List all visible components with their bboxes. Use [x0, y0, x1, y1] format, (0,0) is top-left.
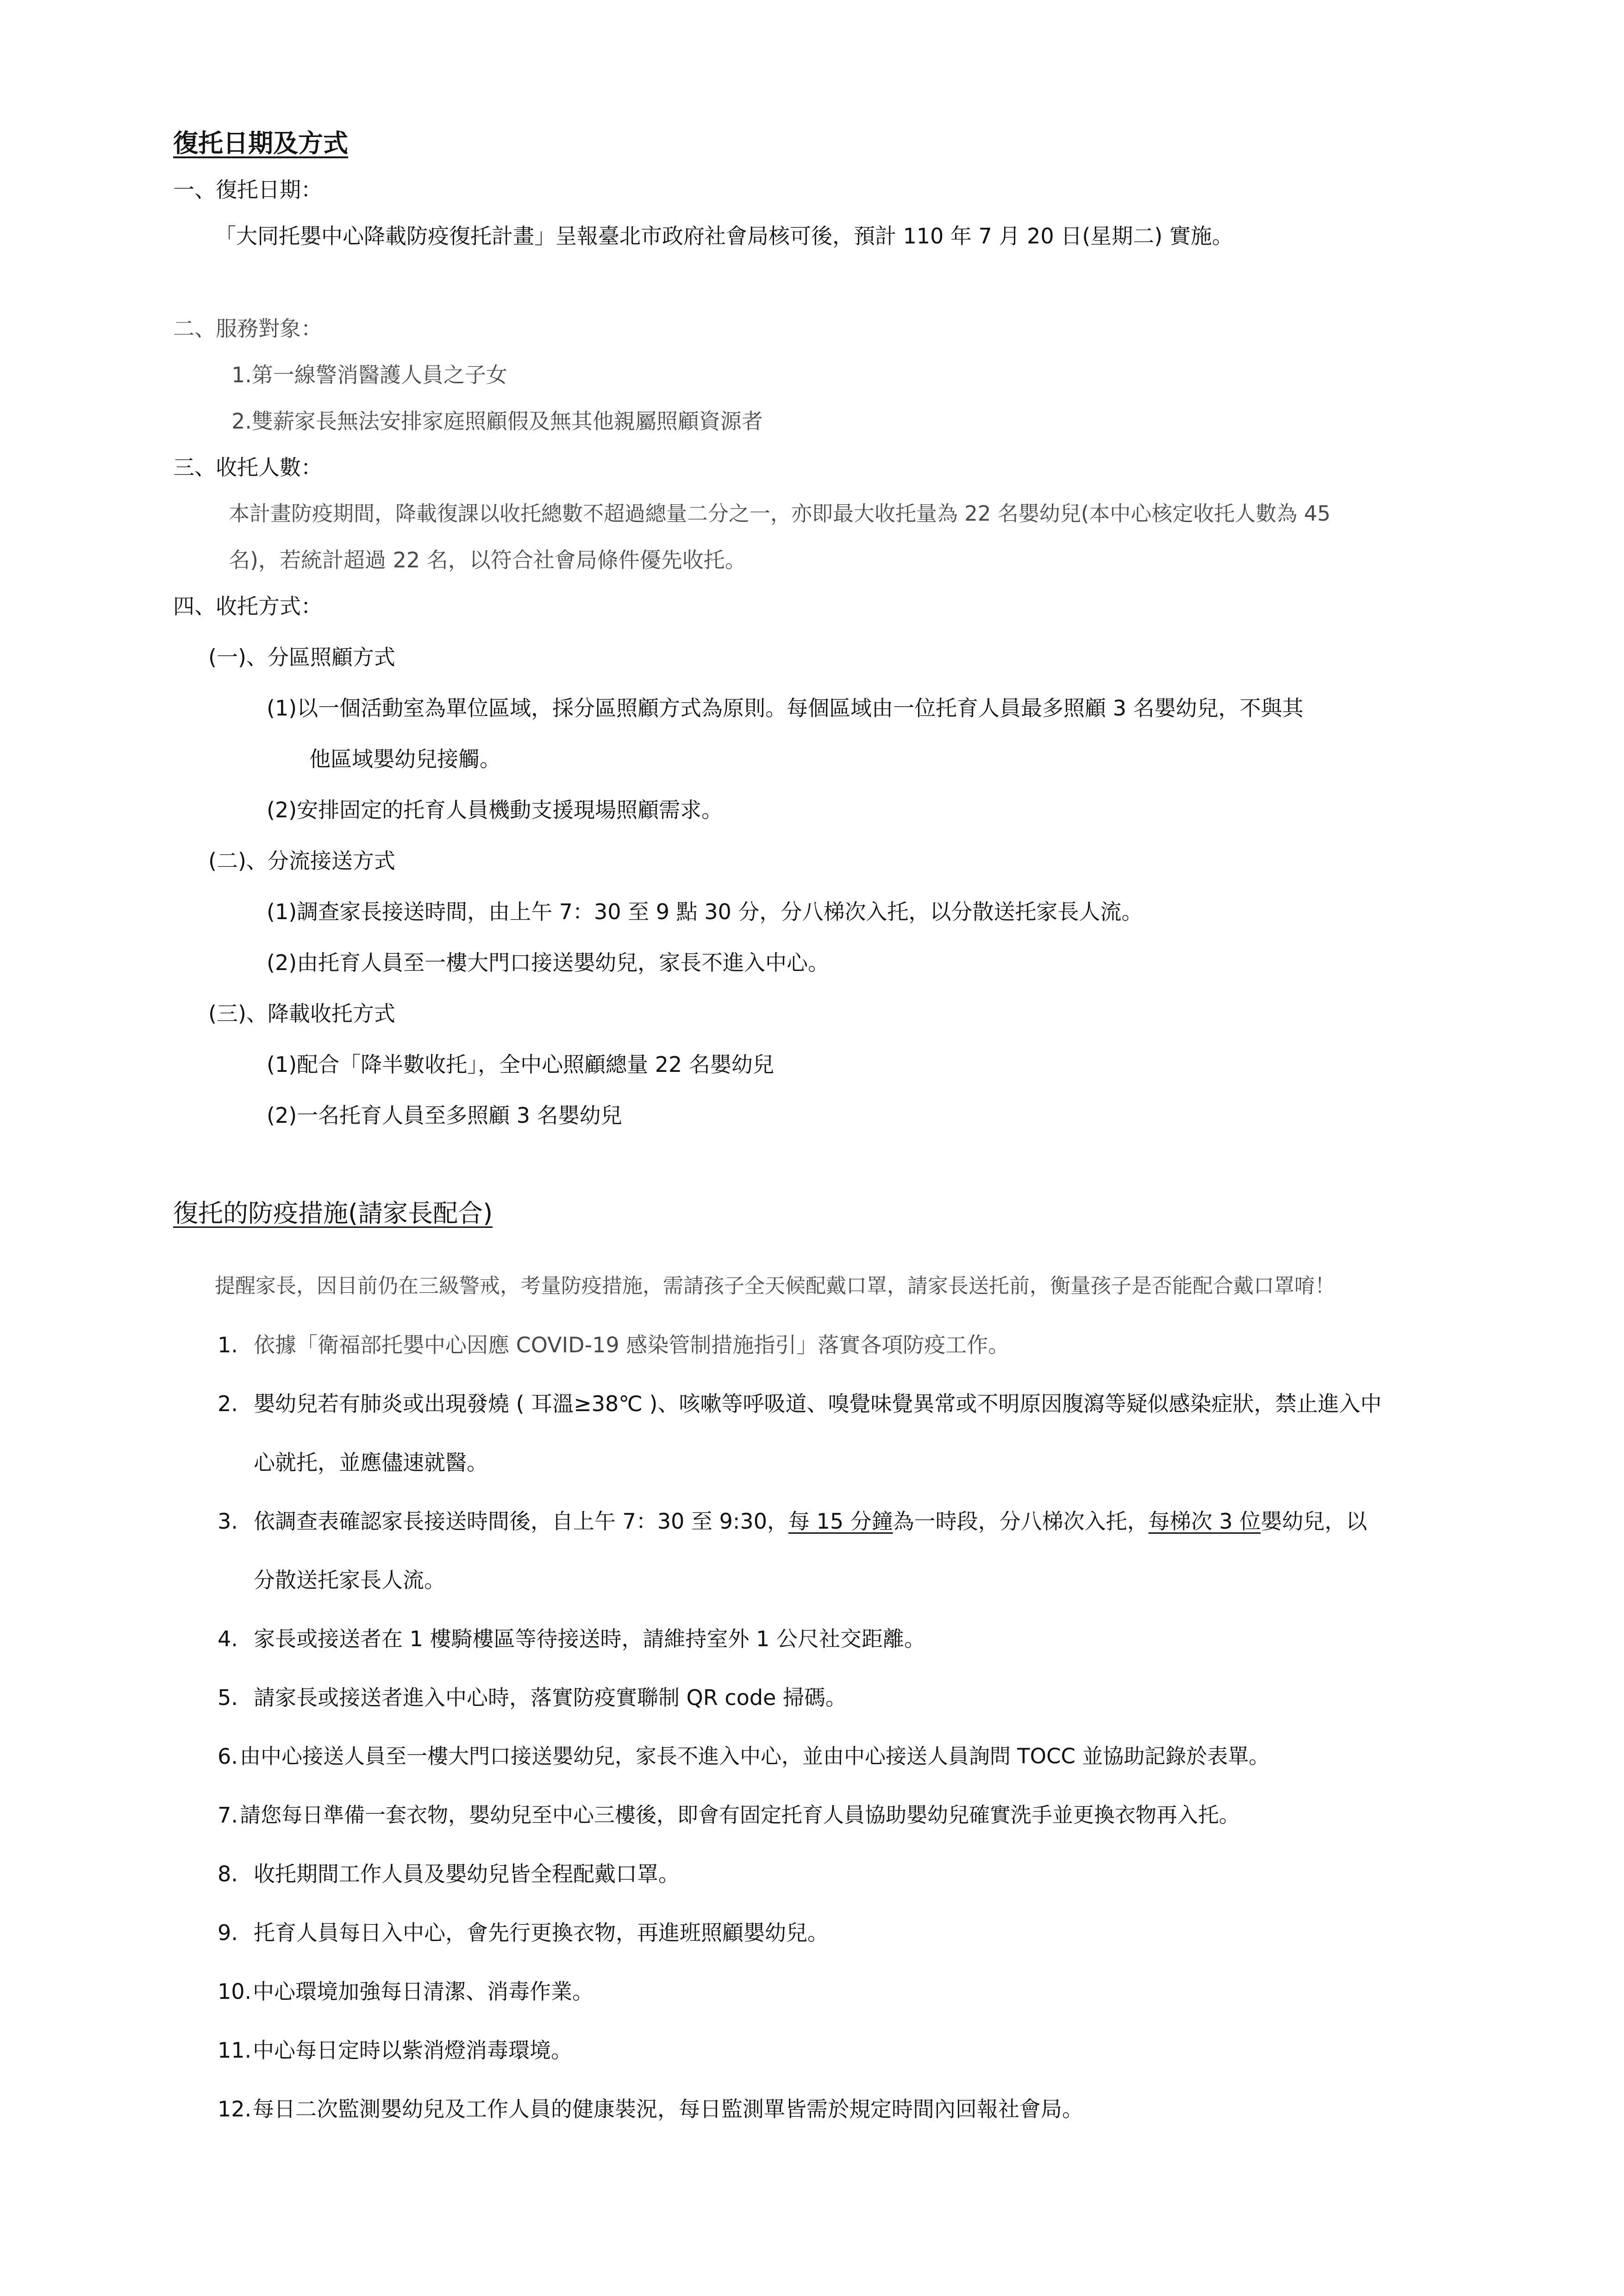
measure-9-text: 托育人員每日入中心，會先行更換衣物，再進班照顧嬰幼兒。: [254, 1920, 829, 1945]
service-target-item-2: 2.雙薪家長無法安排家庭照顧假及無其他親屬照顧資源者: [231, 409, 763, 434]
measure-3-text-line-1: [254, 1511, 1367, 1532]
measure-10-number: 10.: [218, 1979, 252, 2004]
measure-3-text-line-2: 分散送托家長人流。: [254, 1568, 445, 1593]
measure-7-text: 請您每日準備一套衣物，嬰幼兒至中心三樓後，即會有固定托育人員協助嬰幼兒確實洗手並更換衣物再入托。: [240, 1803, 1240, 1827]
return-date-text: 「大同托嬰中心降載防疫復托計畫」呈報臺北市政府社會局核可後，預計 110 年 7 月 20 日(星期二) 實施。: [215, 224, 1233, 249]
service-target-item-1: 1.第一線警消醫護人員之子女: [231, 362, 507, 387]
heading-capacity: 三、收托人數：: [173, 455, 322, 480]
sub-heading-zone-care: (一)、分區照顧方式: [208, 645, 395, 670]
reduced-item-1: (1)配合「降半數收托」，全中心照顧總量 22 名嬰幼兒: [267, 1052, 774, 1077]
pickup-item-1: (1)調查家長接送時間，由上午 7：30 至 9 點 30 分，分八梯次入托，以分散送托家長人流。: [267, 899, 1143, 924]
measure-2-text-line-1: 嬰幼兒若有肺炎或出現發燒 ( 耳溫≥38℃ )、咳嗽等呼吸道、嗅覺味覺異常或不明原因腹瀉等疑似感染症狀，禁止進入中: [254, 1391, 1382, 1416]
measure-3-batch-underlined: 每梯次 3 位: [1148, 1509, 1261, 1534]
measure-3-part-e: 嬰幼兒，以: [1261, 1509, 1368, 1534]
measure-10-text: 中心環境加強每日清潔、消毒作業。: [253, 1979, 593, 2004]
sub-heading-reduced: (三)、降載收托方式: [208, 1001, 395, 1026]
measure-1-number: 1.: [218, 1332, 238, 1357]
pickup-item-2: (2)由托育人員至一樓大門口接送嬰幼兒，家長不進入中心。: [267, 950, 830, 975]
measure-8-text: 收托期間工作人員及嬰幼兒皆全程配戴口罩。: [254, 1861, 680, 1886]
measure-3-part-a: 依調查表確認家長接送時間後，自上午 7：30 至 9:30，: [254, 1509, 788, 1534]
capacity-text-line-2: 名)，若統計超過 22 名，以符合社會局條件優先收托。: [229, 548, 746, 572]
zone-care-item-1-line-2: 他區域嬰幼兒接觸。: [309, 747, 501, 772]
measure-4-number: 4.: [218, 1626, 238, 1651]
capacity-text-line-1: 本計畫防疫期間，降載復課以收托總數不超過總量二分之一，亦即最大收托量為 22 名嬰幼兒(本中心核定收托人數為 45: [229, 501, 1330, 526]
measure-1-text: 依據「衛福部托嬰中心因應 COVID-19 感染管制措施指引」落實各項防疫工作。: [254, 1332, 1010, 1357]
measure-12-number: 12.: [218, 2097, 252, 2122]
heading-service-target: 二、服務對象：: [173, 316, 322, 341]
heading-return-date: 一、復托日期：: [173, 177, 322, 202]
section-title-return-date: 復托日期及方式: [173, 129, 348, 158]
zone-care-item-1-line-1: (1)以一個活動室為單位區域，採分區照顧方式為原則。每個區域由一位托育人員最多照顧 3 名嬰幼兒，不與其: [267, 696, 1304, 721]
measures-intro: 提醒家長，因目前仍在三級警戒，考量防疫措施，需請孩子全天候配戴口罩，請家長送托前，衡量孩子是否能配合戴口罩唷！: [215, 1274, 1335, 1298]
measure-4-text: 家長或接送者在 1 樓騎樓區等待接送時，請維持室外 1 公尺社交距離。: [254, 1626, 926, 1651]
measure-7-number: 7.: [218, 1803, 238, 1828]
reduced-item-2: (2)一名托育人員至多照顧 3 名嬰幼兒: [267, 1103, 622, 1128]
measure-8-number: 8.: [218, 1861, 238, 1886]
measure-5-number: 5.: [218, 1685, 238, 1710]
zone-care-item-2: (2)安排固定的托育人員機動支援現場照顧需求。: [267, 797, 723, 822]
measure-3-interval-underlined: 每 15 分鐘: [788, 1509, 893, 1534]
measure-12-text: 每日二次監測嬰幼兒及工作人員的健康裝況，每日監測單皆需於規定時間內回報社會局。: [253, 2097, 1083, 2122]
measure-6-number: 6.: [218, 1744, 238, 1769]
measure-3-number: 3.: [218, 1509, 238, 1534]
measure-11-text: 中心每日定時以紫消燈消毒環境。: [253, 2038, 572, 2063]
heading-method: 四、收托方式：: [173, 594, 322, 619]
measure-5-text: 請家長或接送者進入中心時，落實防疫實聯制 QR code 掃碼。: [254, 1685, 847, 1710]
measure-2-text-line-2: 心就托，並應儘速就醫。: [254, 1450, 488, 1475]
measure-3-part-c: 為一時段，分八梯次入托，: [893, 1509, 1149, 1534]
measure-9-number: 9.: [218, 1920, 238, 1945]
section-title-measures: 復托的防疫措施(請家長配合): [173, 1199, 493, 1228]
sub-heading-pickup: (二)、分流接送方式: [208, 848, 395, 873]
measure-2-number: 2.: [218, 1391, 238, 1416]
measure-6-text: 由中心接送人員至一樓大門口接送嬰幼兒，家長不進入中心，並由中心接送人員詢問 TOCC 並協助記錄於表單。: [240, 1744, 1270, 1768]
measure-11-number: 11.: [218, 2038, 252, 2063]
